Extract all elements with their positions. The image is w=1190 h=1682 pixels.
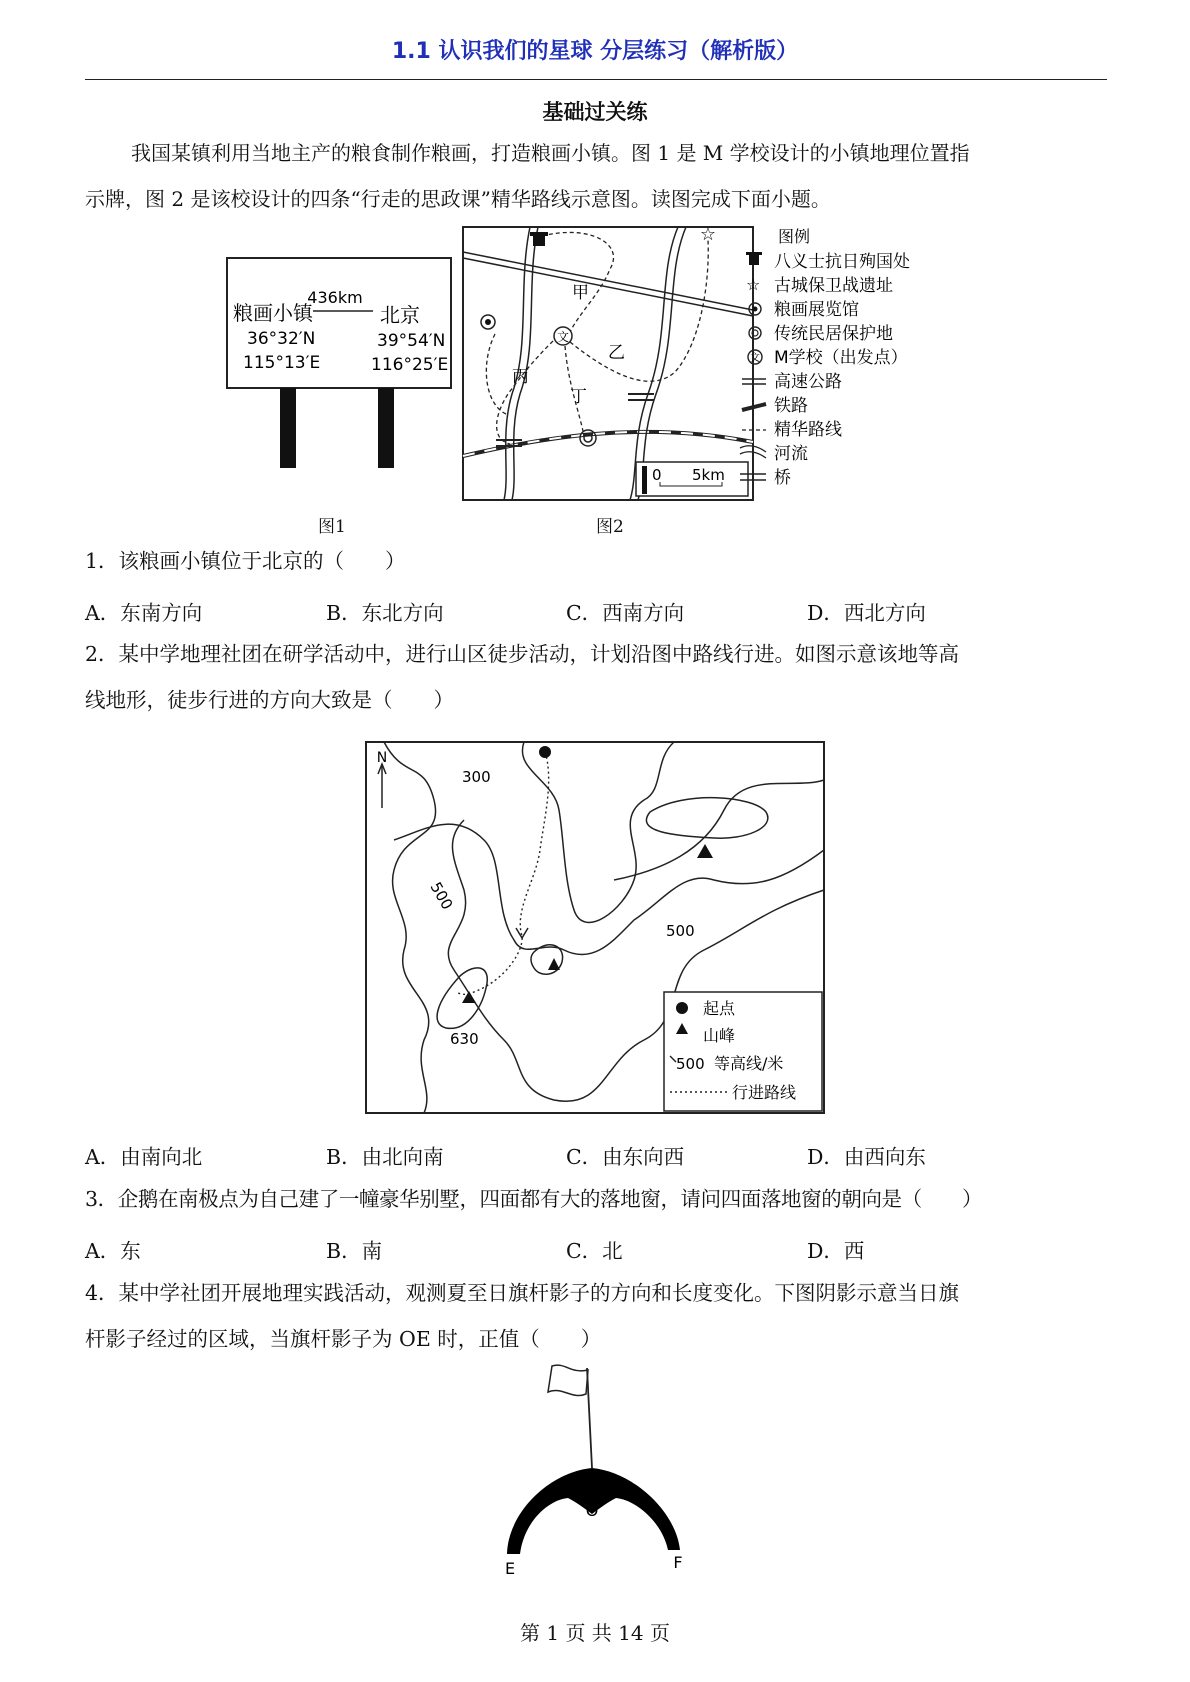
route-label-yi: 乙 xyxy=(608,343,625,363)
legend-contour-label: 等高线/米 xyxy=(714,1054,784,1073)
legend-peak-label: 山峰 xyxy=(703,1026,736,1045)
legend-item: 桥 xyxy=(774,468,791,488)
q3-option-d[interactable]: D．西 xyxy=(807,1239,865,1263)
legend-contour-value: 500 xyxy=(676,1055,705,1073)
north-label: N xyxy=(376,750,388,766)
intro-line-1: 我国某镇利用当地主产的粮食制作粮画，打造粮画小镇。图 1 是 M 学校设计的小镇地理位置指 xyxy=(131,141,970,165)
q1-option-d[interactable]: D．西北方向 xyxy=(807,601,926,625)
legend-item: 八义士抗日殉国处 xyxy=(774,252,910,272)
q3-option-c[interactable]: C．北 xyxy=(566,1239,623,1263)
legend-route-label: 行进路线 xyxy=(732,1083,797,1102)
fig1-caption: 图1 xyxy=(318,517,346,537)
svg-text:0: 0 xyxy=(652,466,662,484)
city-lon: 116°25′E xyxy=(371,355,449,375)
fig2-route-map xyxy=(460,224,960,504)
sign-post-left xyxy=(280,388,296,468)
q1-stem: 1．该粮画小镇位于北京的（ ） xyxy=(85,549,406,573)
svg-text:文: 文 xyxy=(556,330,570,344)
star-icon: ☆ xyxy=(699,224,717,245)
intro-line-2: 示牌，图 2 是该校设计的四条“行走的思政课”精华路线示意图。读图完成下面小题。 xyxy=(85,187,831,211)
q2-option-c[interactable]: C．由东向西 xyxy=(566,1145,685,1169)
q2-stem-line-1: 2．某中学地理社团在研学活动中，进行山区徒步活动，计划沿图中路线行进。如图示意该地等高 xyxy=(85,642,960,666)
q3-option-a[interactable]: A．东 xyxy=(85,1239,141,1263)
q1-option-c[interactable]: C．西南方向 xyxy=(566,601,685,625)
q1-option-b[interactable]: B．东北方向 xyxy=(326,601,444,625)
q2-option-a[interactable]: A．由南向北 xyxy=(85,1145,203,1169)
town-lat: 36°32′N xyxy=(247,329,316,349)
page-footer: 第 1 页 共 14 页 xyxy=(520,1621,670,1645)
contour-label-630: 630 xyxy=(450,1030,479,1048)
contour-map xyxy=(364,740,826,1116)
header-divider xyxy=(85,79,1107,80)
legend-start-label: 起点 xyxy=(703,999,736,1018)
legend-title: 图例 xyxy=(778,227,811,246)
contour-label-300: 300 xyxy=(462,768,491,786)
distance-label: 436km xyxy=(307,288,363,307)
city-lat: 39°54′N xyxy=(377,331,446,351)
point-e-label: E xyxy=(504,1559,516,1578)
legend-item: 铁路 xyxy=(774,396,808,416)
town-name: 粮画小镇 xyxy=(233,301,313,325)
legend-item: 古城保卫战遗址 xyxy=(774,276,893,296)
section-title: 基础过关练 xyxy=(542,100,648,124)
svg-text:文: 文 xyxy=(750,353,760,364)
q1-option-a[interactable]: A．东南方向 xyxy=(85,601,203,625)
legend-item: 高速公路 xyxy=(774,372,842,392)
flag-icon xyxy=(548,1365,588,1395)
q2-option-b[interactable]: B．由北向南 xyxy=(326,1145,444,1169)
sign-post-right xyxy=(378,388,394,468)
start-point-icon xyxy=(539,746,551,758)
legend-star-icon: ☆ xyxy=(746,275,761,294)
contour-label-500: 500 xyxy=(426,879,457,913)
fig1-signboard xyxy=(225,256,455,471)
legend-item: M学校（出发点） xyxy=(774,348,908,368)
q3-stem: 3．企鹅在南极点为自己建了一幢豪华别墅，四面都有大的落地窗，请问四面落地窗的朝向是（ ） xyxy=(85,1187,983,1211)
q3-option-b[interactable]: B．南 xyxy=(326,1239,383,1263)
svg-text:5km: 5km xyxy=(692,466,725,484)
point-f-label: F xyxy=(673,1553,683,1572)
q4-stem-line-2: 杆影子经过的区域，当旗杆影子为 OE 时，正值（ ） xyxy=(85,1327,602,1351)
q2-option-d[interactable]: D．由西向东 xyxy=(807,1145,926,1169)
town-lon: 115°13′E xyxy=(243,353,321,373)
fig2-caption: 图2 xyxy=(596,517,624,537)
contour-label-500: 500 xyxy=(666,922,695,940)
flagpole-shadow-figure xyxy=(490,1362,700,1582)
legend-start-icon xyxy=(676,1002,688,1014)
point-o-label: O xyxy=(585,1501,599,1520)
city-name: 北京 xyxy=(380,303,420,327)
flagpole xyxy=(587,1368,592,1468)
q2-stem-line-2: 线地形，徒步行进的方向大致是（ ） xyxy=(85,688,454,712)
legend-item: 精华路线 xyxy=(774,420,842,440)
route-label-bing: 丙 xyxy=(512,367,529,387)
page-title: 1.1 认识我们的星球 分层练习（解析版） xyxy=(391,39,799,64)
legend-item: 河流 xyxy=(774,444,808,464)
legend-item: 粮画展览馆 xyxy=(774,300,859,320)
route-label-jia: 甲 xyxy=(572,283,589,303)
route-label-ding: 丁 xyxy=(570,387,587,407)
q4-stem-line-1: 4．某中学社团开展地理实践活动，观测夏至日旗杆影子的方向和长度变化。下图阴影示意当日旗 xyxy=(85,1281,960,1305)
legend-item: 传统民居保护地 xyxy=(774,324,893,344)
scale-bar xyxy=(636,462,748,496)
